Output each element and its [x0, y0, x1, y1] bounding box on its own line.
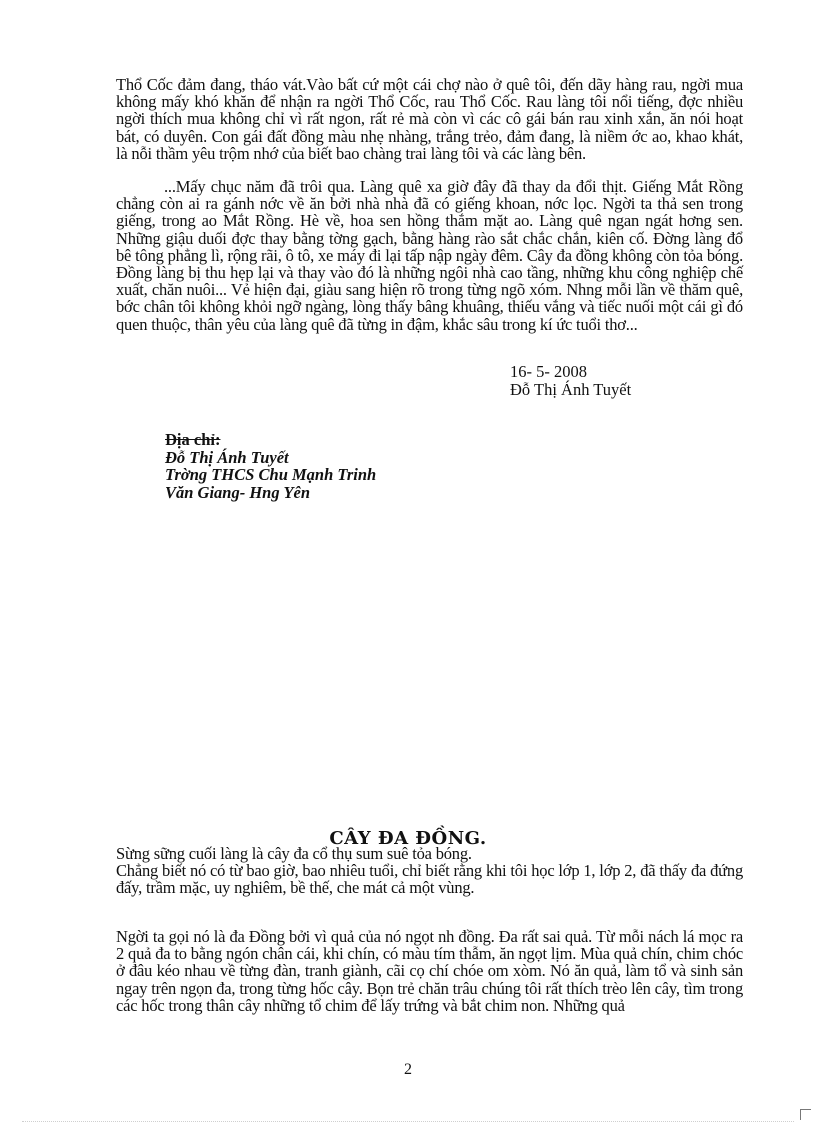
article-paragraph-2: [116, 178, 743, 333]
address-location: Văn Giang- Hng Yên: [165, 482, 311, 502]
paragraph-text: ...Mấy chục năm đã trôi qua. Làng quê xa giờ đây đã thay da đổi thịt. Giếng Mắt Rồng chẳng còn ai ra gánh nớc về ăn bởi nhà nhà đã có giếng khoan, nớc lọc. Ngời ta thả sen trong giếng, trong ao Mắt Rồng. Hè về, hoa sen hồng thắm mặt ao. Làng quê ngan ngát hơng sen. Những giậu duối đợc thay bằng tờng gạch, bằng hàng rào sắt chắc chắn, kiên cố. Đờng làng đổ bê tông phẳng lì, rộng rãi, ô tô, xe máy đi lại tấp nập ngày đêm. Cây đa đồng không còn tỏa bóng. Đồng làng bị thu hẹp lại và thay vào đó là những ngôi nhà cao tầng, những khu công nghiệp chế xuất, chăn nuôi... Vẻ hiện đại, giàu sang hiện rõ trong từng ngõ xóm. Nhng mỗi lần về thăm quê, bớc chân tôi không khỏi ngỡ ngàng, lòng thấy bâng khuâng, thiếu vắng và tiếc nuối một cái gì đó quen thuộc, thân yêu của làng quê đã từng in đậm, khắc sâu trong kí ức tuổi thơ...: [116, 177, 743, 334]
page-corner-mark: [800, 1109, 811, 1120]
paragraph-text: Ngời ta gọi nó là đa Đồng bởi vì quả của nó ngọt nh đồng. Đa rất sai quả. Từ mỗi nách lá mọc ra 2 quả đa to bằng ngón chân cái, khi chín, có màu tím thẫm, ăn ngọt lịm. Mùa quả chín, chim chóc ở đâu kéo nhau về từng đàn, tranh giành, cãi cọ chí chóe om xòm. Nó ăn quả, làm tổ và sinh sản ngay trên ngọn đa, trong từng hốc cây. Bọn trẻ chăn trâu chúng tôi rất thích trèo lên cây, tìm trong các hốc trong thân cây những tổ chim để lấy trứng và bắt chim non. Những quả: [116, 927, 743, 1015]
paragraph-text: Thổ Cốc đảm đang, tháo vát.Vào bất cứ một cái chợ nào ở quê tôi, đến dãy hàng rau, ngời mua không mấy khó khăn để nhận ra ngời Thổ Cốc, rau Thổ Cốc. Rau làng tôi nổi tiếng, đợc nhiều ngời thích mua không chỉ vì rất ngon, rất rẻ mà còn vì các cô gái bán rau xinh xắn, ăn nói hoạt bát, có duyên. Con gái đất đồng màu nhẹ nhàng, trắng trẻo, đảm đang, là niềm ớc ao, khao khát, là nỗi thầm yêu trộm nhớ của biết bao chàng trai làng tôi và các làng bên.: [116, 75, 743, 163]
story-paragraph-2: [116, 928, 743, 1014]
paragraph-text: Sừng sững cuối làng là cây đa cổ thụ sum suê tỏa bóng. Chẳng biết nó có từ bao giờ, bao nhiêu tuổi, chỉ biết rằng khi tôi học lớp 1, lớp 2, đã thấy đa đứng đấy, trầm mặc, uy nghiêm, bề thế, che mát cả một vùng.: [116, 844, 743, 898]
article-paragraph-1: [116, 76, 743, 162]
address-block: [165, 431, 376, 501]
story-paragraph-1: [116, 845, 743, 897]
page-number: 2: [404, 1061, 412, 1078]
article-date: 16- 5- 2008: [510, 362, 587, 381]
article-author: Đỗ Thị Ánh Tuyết: [510, 380, 632, 399]
page-bottom-border: [22, 1121, 794, 1122]
address-name: Đỗ Thị Ánh Tuyết: [165, 447, 289, 467]
address-label: Địa chỉ:: [165, 430, 221, 449]
story-title: CÂY ĐA ĐỒNG.: [329, 828, 487, 849]
address-school: Trờng THCS Chu Mạnh Trinh: [165, 465, 377, 484]
